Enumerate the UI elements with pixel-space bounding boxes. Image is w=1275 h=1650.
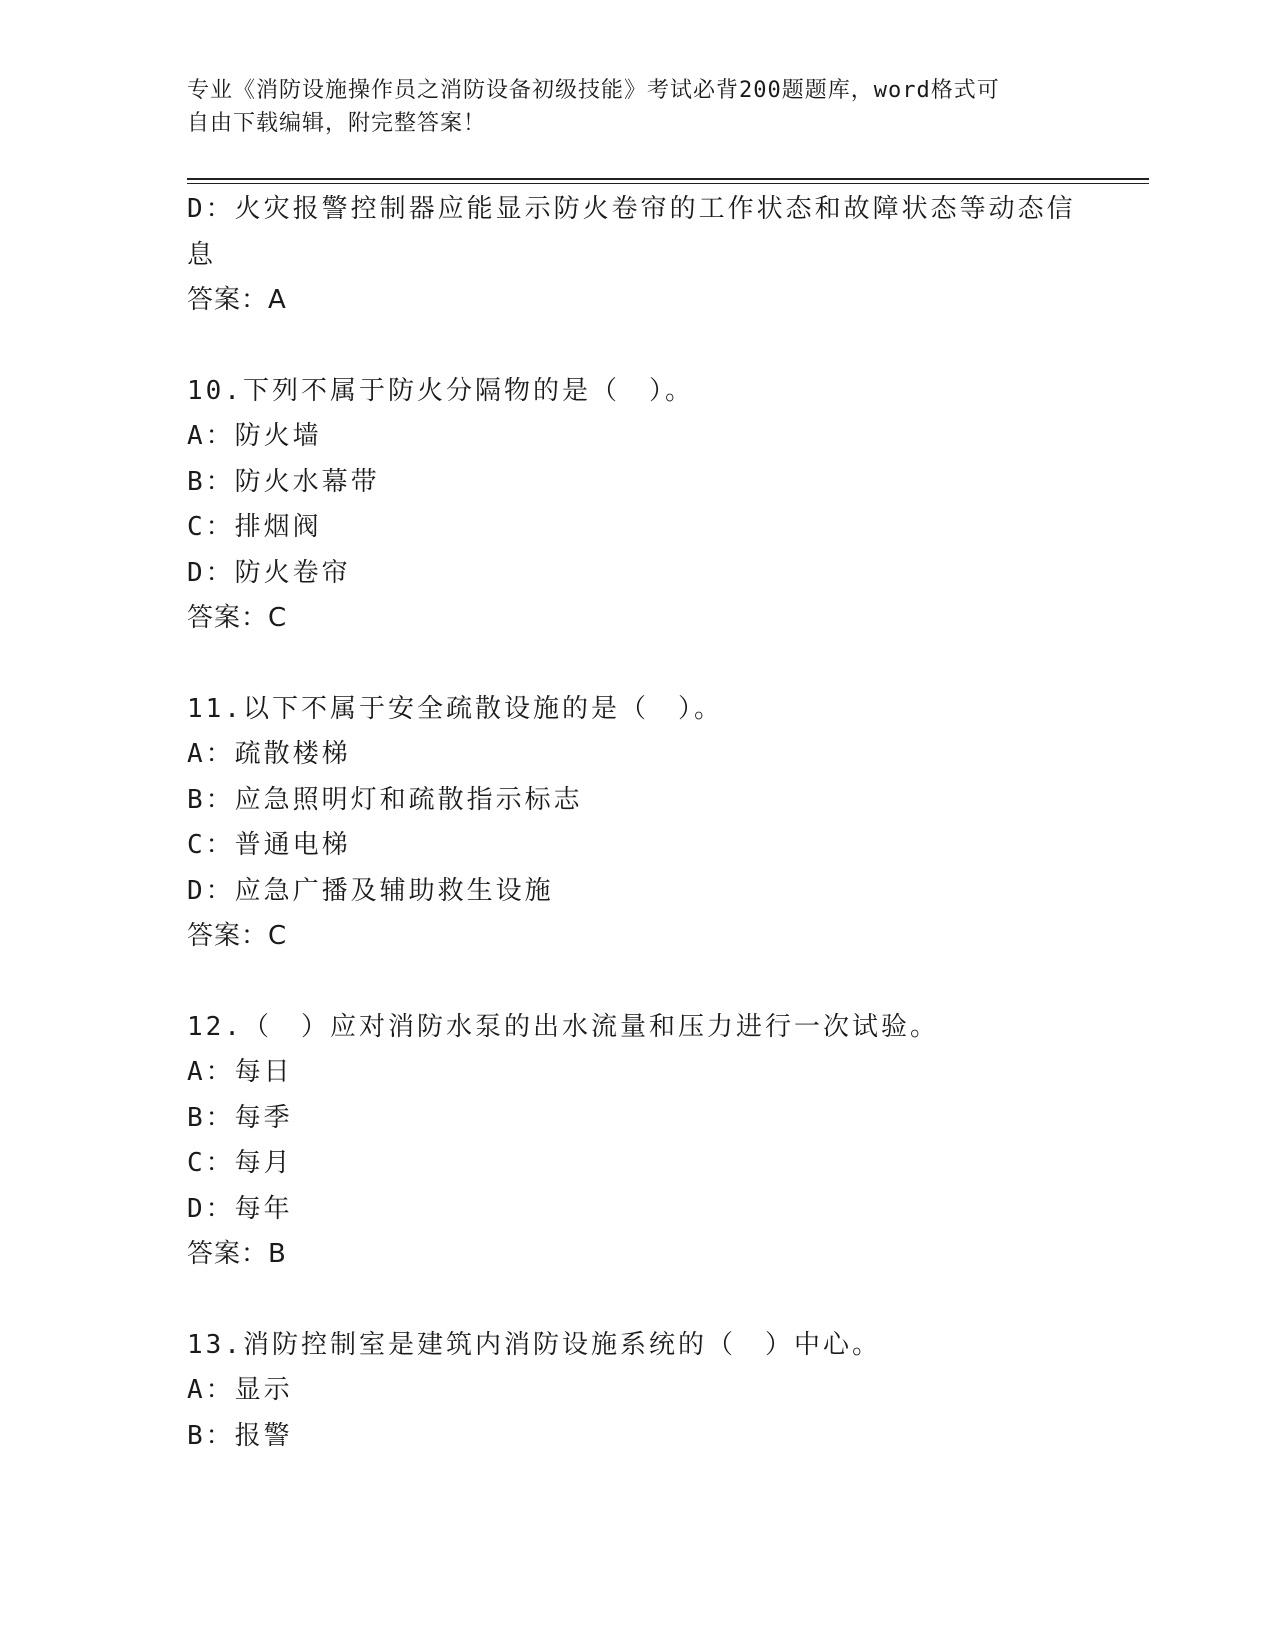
option-d-line-2: 息 — [187, 239, 217, 270]
question-stem: 13.消防控制室是建筑内消防设施系统的（ ）中心。 — [187, 1329, 881, 1360]
header-title-line-1: 专业《消防设施操作员之消防设备初级技能》考试必背200题题库，word格式可 — [187, 78, 1000, 103]
option-d: D：防火卷帘 — [187, 557, 351, 588]
spacer — [187, 324, 1087, 369]
spacer — [187, 642, 1087, 687]
header-divider-thin — [187, 183, 1149, 184]
option-a: A：每日 — [187, 1057, 293, 1087]
question-13 — [187, 1323, 1087, 1460]
question-12 — [187, 1005, 1087, 1278]
option-b: B：防火水幕带 — [187, 466, 380, 497]
spacer — [187, 1278, 1087, 1323]
answer-label: 答案：C — [187, 921, 288, 951]
answer-label: 答案：B — [187, 1239, 287, 1269]
option-b: B：报警 — [187, 1420, 293, 1451]
option-b: B：每季 — [187, 1102, 293, 1133]
option-c: C：普通电梯 — [187, 830, 351, 860]
question-content — [187, 187, 1087, 1459]
option-b: B：应急照明灯和疏散指示标志 — [187, 784, 583, 815]
option-c: C：每月 — [187, 1148, 293, 1178]
answer-label: 答案：C — [187, 603, 288, 633]
question-10 — [187, 369, 1087, 642]
header-title-line-2: 自由下载编辑，附完整答案！ — [187, 111, 487, 136]
question-stem: 10.下列不属于防火分隔物的是（ ）。 — [187, 375, 694, 406]
option-a: A：防火墙 — [187, 421, 322, 451]
spacer — [187, 960, 1087, 1005]
option-c: C：排烟阀 — [187, 512, 322, 542]
question-11 — [187, 687, 1087, 960]
option-a: A：疏散楼梯 — [187, 739, 351, 769]
option-d: D：应急广播及辅助救生设施 — [187, 875, 554, 906]
option-d-line-1: D：火灾报警控制器应能显示防火卷帘的工作状态和故障状态等动态信 — [187, 194, 1076, 224]
document-header — [187, 74, 1067, 140]
question-stem: 11.以下不属于安全疏散设施的是（ ）。 — [187, 693, 723, 724]
question-9-tail — [187, 187, 1087, 324]
header-divider-thick — [187, 178, 1149, 180]
option-d: D：每年 — [187, 1193, 293, 1224]
option-a: A：显示 — [187, 1375, 293, 1405]
question-stem: 12.（ ）应对消防水泵的出水流量和压力进行一次试验。 — [187, 1011, 939, 1042]
answer-label: 答案：A — [187, 285, 287, 315]
